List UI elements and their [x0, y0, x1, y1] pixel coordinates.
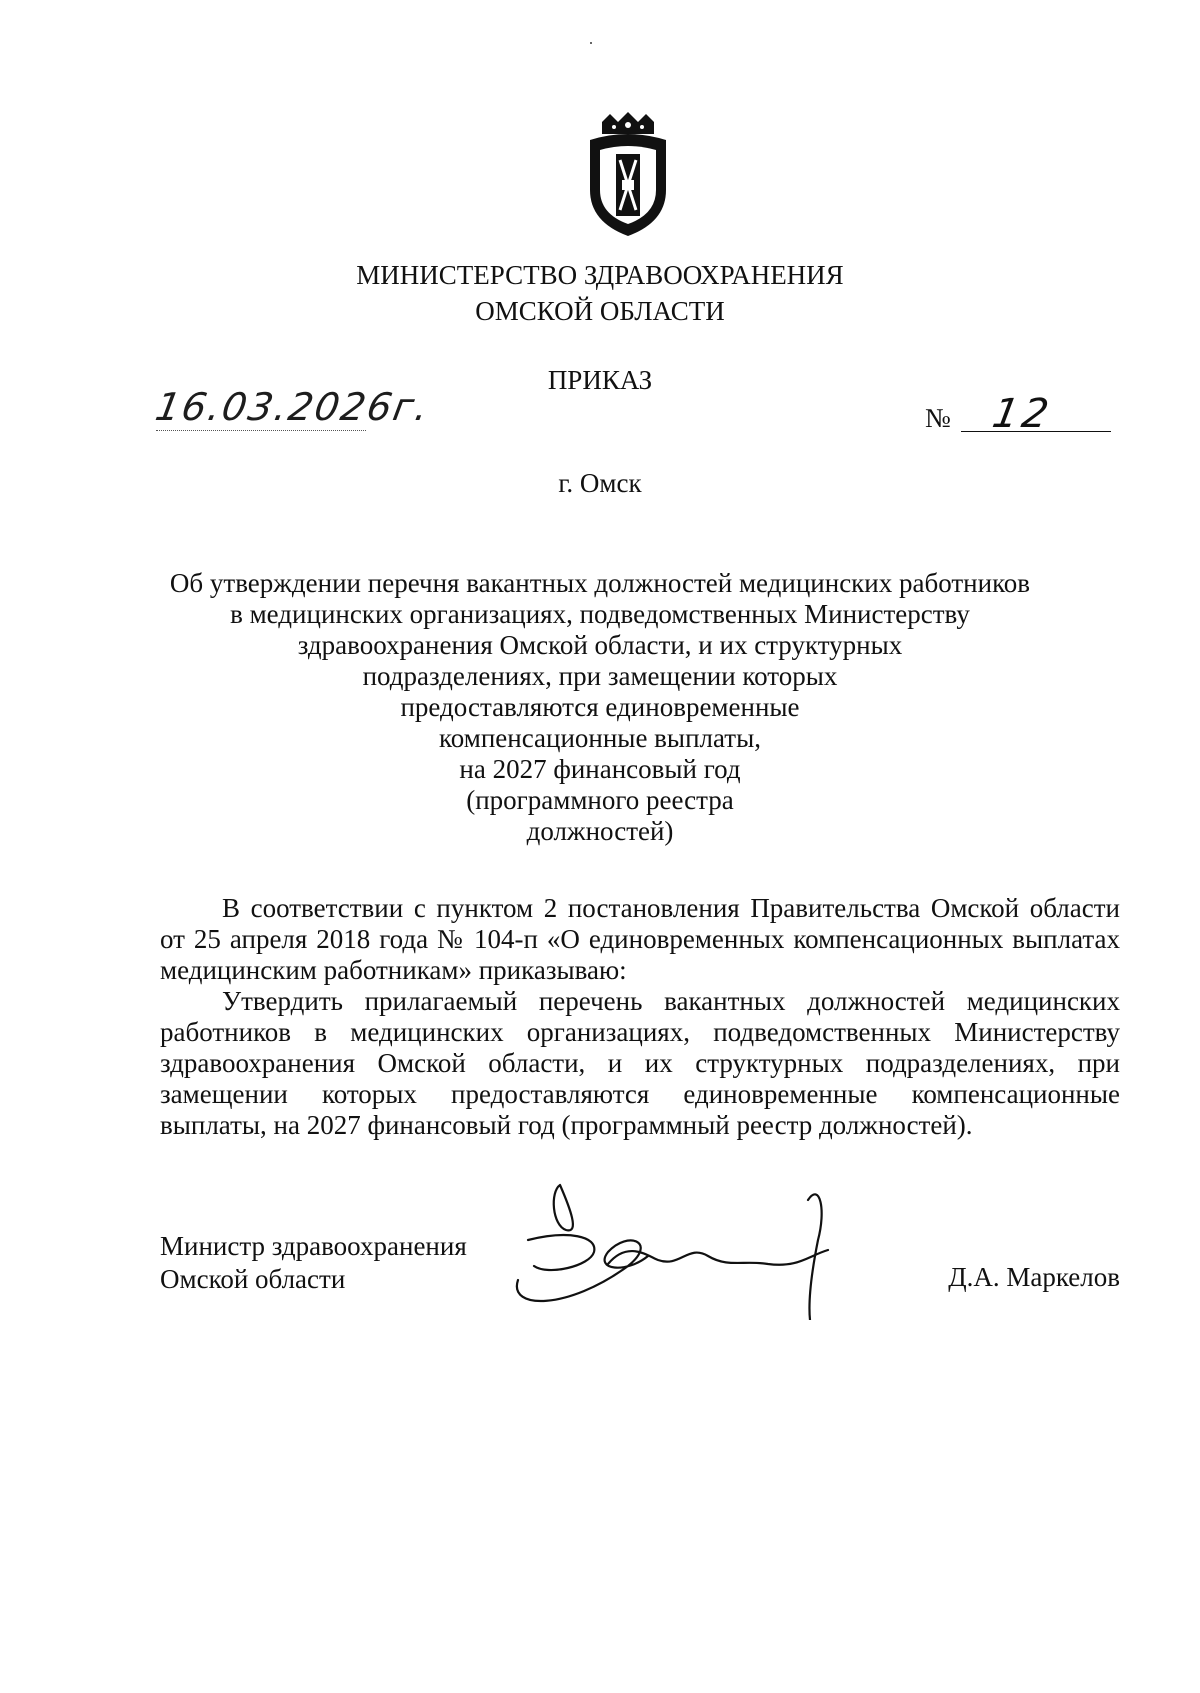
body-paragraph-2: Утвердить прилагаемый перечень вакантных должностей медицинских работников в медицинских организациях, подведомственных Министерству здравоохранения Омской области, и их структурных подразделениях, при замещении которых предоставляются единовременные компенсационные выплаты, на 2027 финансовый год (программный реестр должностей).: [160, 986, 1120, 1140]
order-body: [160, 893, 1120, 1141]
title-line: Об утверждении перечня вакантных должностей медицинских работников: [169, 568, 1031, 598]
coat-of-arms-icon: [578, 110, 678, 240]
title-line: (программного реестра: [466, 785, 734, 815]
signer-position: [160, 1230, 467, 1296]
signer-position-line1: Министр здравоохранения: [160, 1231, 467, 1261]
ministry-name-line2: ОМСКОЙ ОБЛАСТИ: [475, 296, 725, 326]
ministry-name-line1: МИНИСТЕРСТВО ЗДРАВООХРАНЕНИЯ: [356, 260, 844, 290]
scan-speck: [590, 42, 592, 44]
title-line: в медицинских организациях, подведомственных Министерству: [230, 599, 970, 629]
signature-icon: [508, 1170, 888, 1320]
order-number: 12: [988, 391, 1056, 437]
title-line: здравоохранения Омской области, и их структурных: [297, 630, 903, 660]
title-line: предоставляются единовременные: [400, 692, 800, 722]
document-type: ПРИКАЗ: [547, 365, 653, 395]
order-date: 16.03.2026г.: [152, 385, 434, 429]
title-line: должностей): [526, 816, 674, 846]
number-sign: №: [925, 403, 951, 433]
city: г. Омск: [558, 468, 642, 498]
body-paragraph-1: В соответствии с пунктом 2 постановления Правительства Омской области от 25 апреля 2018 года № 104-п «О единовременных компенсационных выплатах медицинским работникам» приказываю:: [160, 893, 1120, 985]
title-line: подразделениях, при замещении которых: [362, 661, 838, 691]
title-line: компенсационные выплаты,: [439, 723, 761, 753]
order-title: [140, 568, 1060, 847]
signer-name: Д.А. Маркелов: [948, 1262, 1120, 1292]
title-line: на 2027 финансовый год: [459, 754, 741, 784]
date-underline: [156, 430, 366, 431]
signer-position-line2: Омской области: [160, 1264, 346, 1294]
order-number-block: [925, 393, 1115, 437]
